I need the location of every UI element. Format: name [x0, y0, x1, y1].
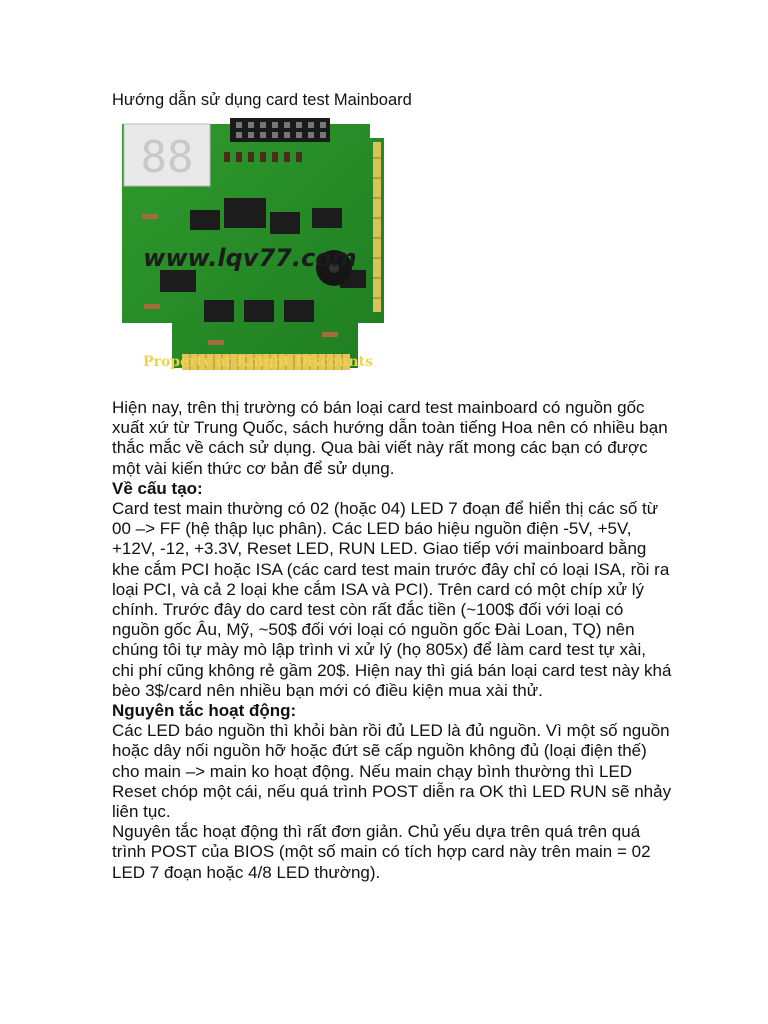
seven-segment-display: 88: [140, 132, 194, 183]
section-heading-principle: Nguyên tắc hoạt động:: [112, 701, 297, 721]
principle-paragraph-1: Các LED báo nguồn thì khỏi bàn rồi đủ LED là đủ nguồn. Vì một số nguồn hoặc dây nối nguồn hỡ hoặc đứt sẽ cấp nguồn không đủ (loại điện thế) cho main –> main ko hoạt động. Nếu main chạy bình thường thì LED Reset chóp một cái, nếu quá trình POST diễn ra OK thì LED RUN sẽ nhảy liên tục.: [112, 721, 672, 822]
structure-paragraph: Card test main thường có 02 (hoặc 04) LED 7 đoạn để hiển thị các số từ 00 –> FF (hệ thập lục phân). Các LED báo hiệu nguồn điện -5V, +5V, +12V, -12, +3.3V, Reset LED, RUN LED. Giao tiếp với mainboard bằng khe cắm PCI hoặc ISA (các card test main trước đây chỉ có loại ISA, rồi ra loại PCI, và cả 2 loại khe cắm ISA và PCI). Trên card có một chíp xử lý chính. Trước đây do card test còn rất đắc tiền (~100$ đối với loại có nguồn gốc Âu, Mỹ, ~50$ đối với loại có nguồn gốc Đài Loan, TQ) nên chúng tôi tự mày mò lập trình vi xử lý (họ 805x) để làm card test tự xài, chi phí cũng không rẻ gầm 20$. Hiện nay thì giá bán loại card test này khá bèo 3$/card nên nhiều bạn mới có điều kiện mua xài thử.: [112, 499, 672, 700]
photo-caption: Property of Knight Discounts: [143, 354, 373, 370]
section-heading-structure: Về cấu tạo:: [112, 478, 203, 498]
principle-paragraph-2: Nguyên tắc hoạt động thì rất đơn giản. Chủ yếu dựa trên quá trên quá trình POST của BIOS (một số main có tích hợp card này trên main = 02 LED 7 đoạn hoặc 4/8 LED thường).: [112, 822, 651, 882]
page-title: Hướng dẫn sử dụng card test Mainboard: [112, 91, 412, 109]
intro-paragraph: Hiện nay, trên thị trường có bán loại card test mainboard có nguồn gốc xuất xứ từ Trung Quốc, sách hướng dẫn toàn tiếng Hoa nên có nhiều bạn thắc mắc về cách sử dụng. Qua bài viết này rất mong các bạn có được một vài kiến thức cơ bản để sử dụng.: [112, 398, 668, 478]
watermark: www.lqv77.com: [143, 244, 357, 272]
pcb-card-photo: [112, 118, 398, 390]
article-body: [112, 398, 672, 883]
